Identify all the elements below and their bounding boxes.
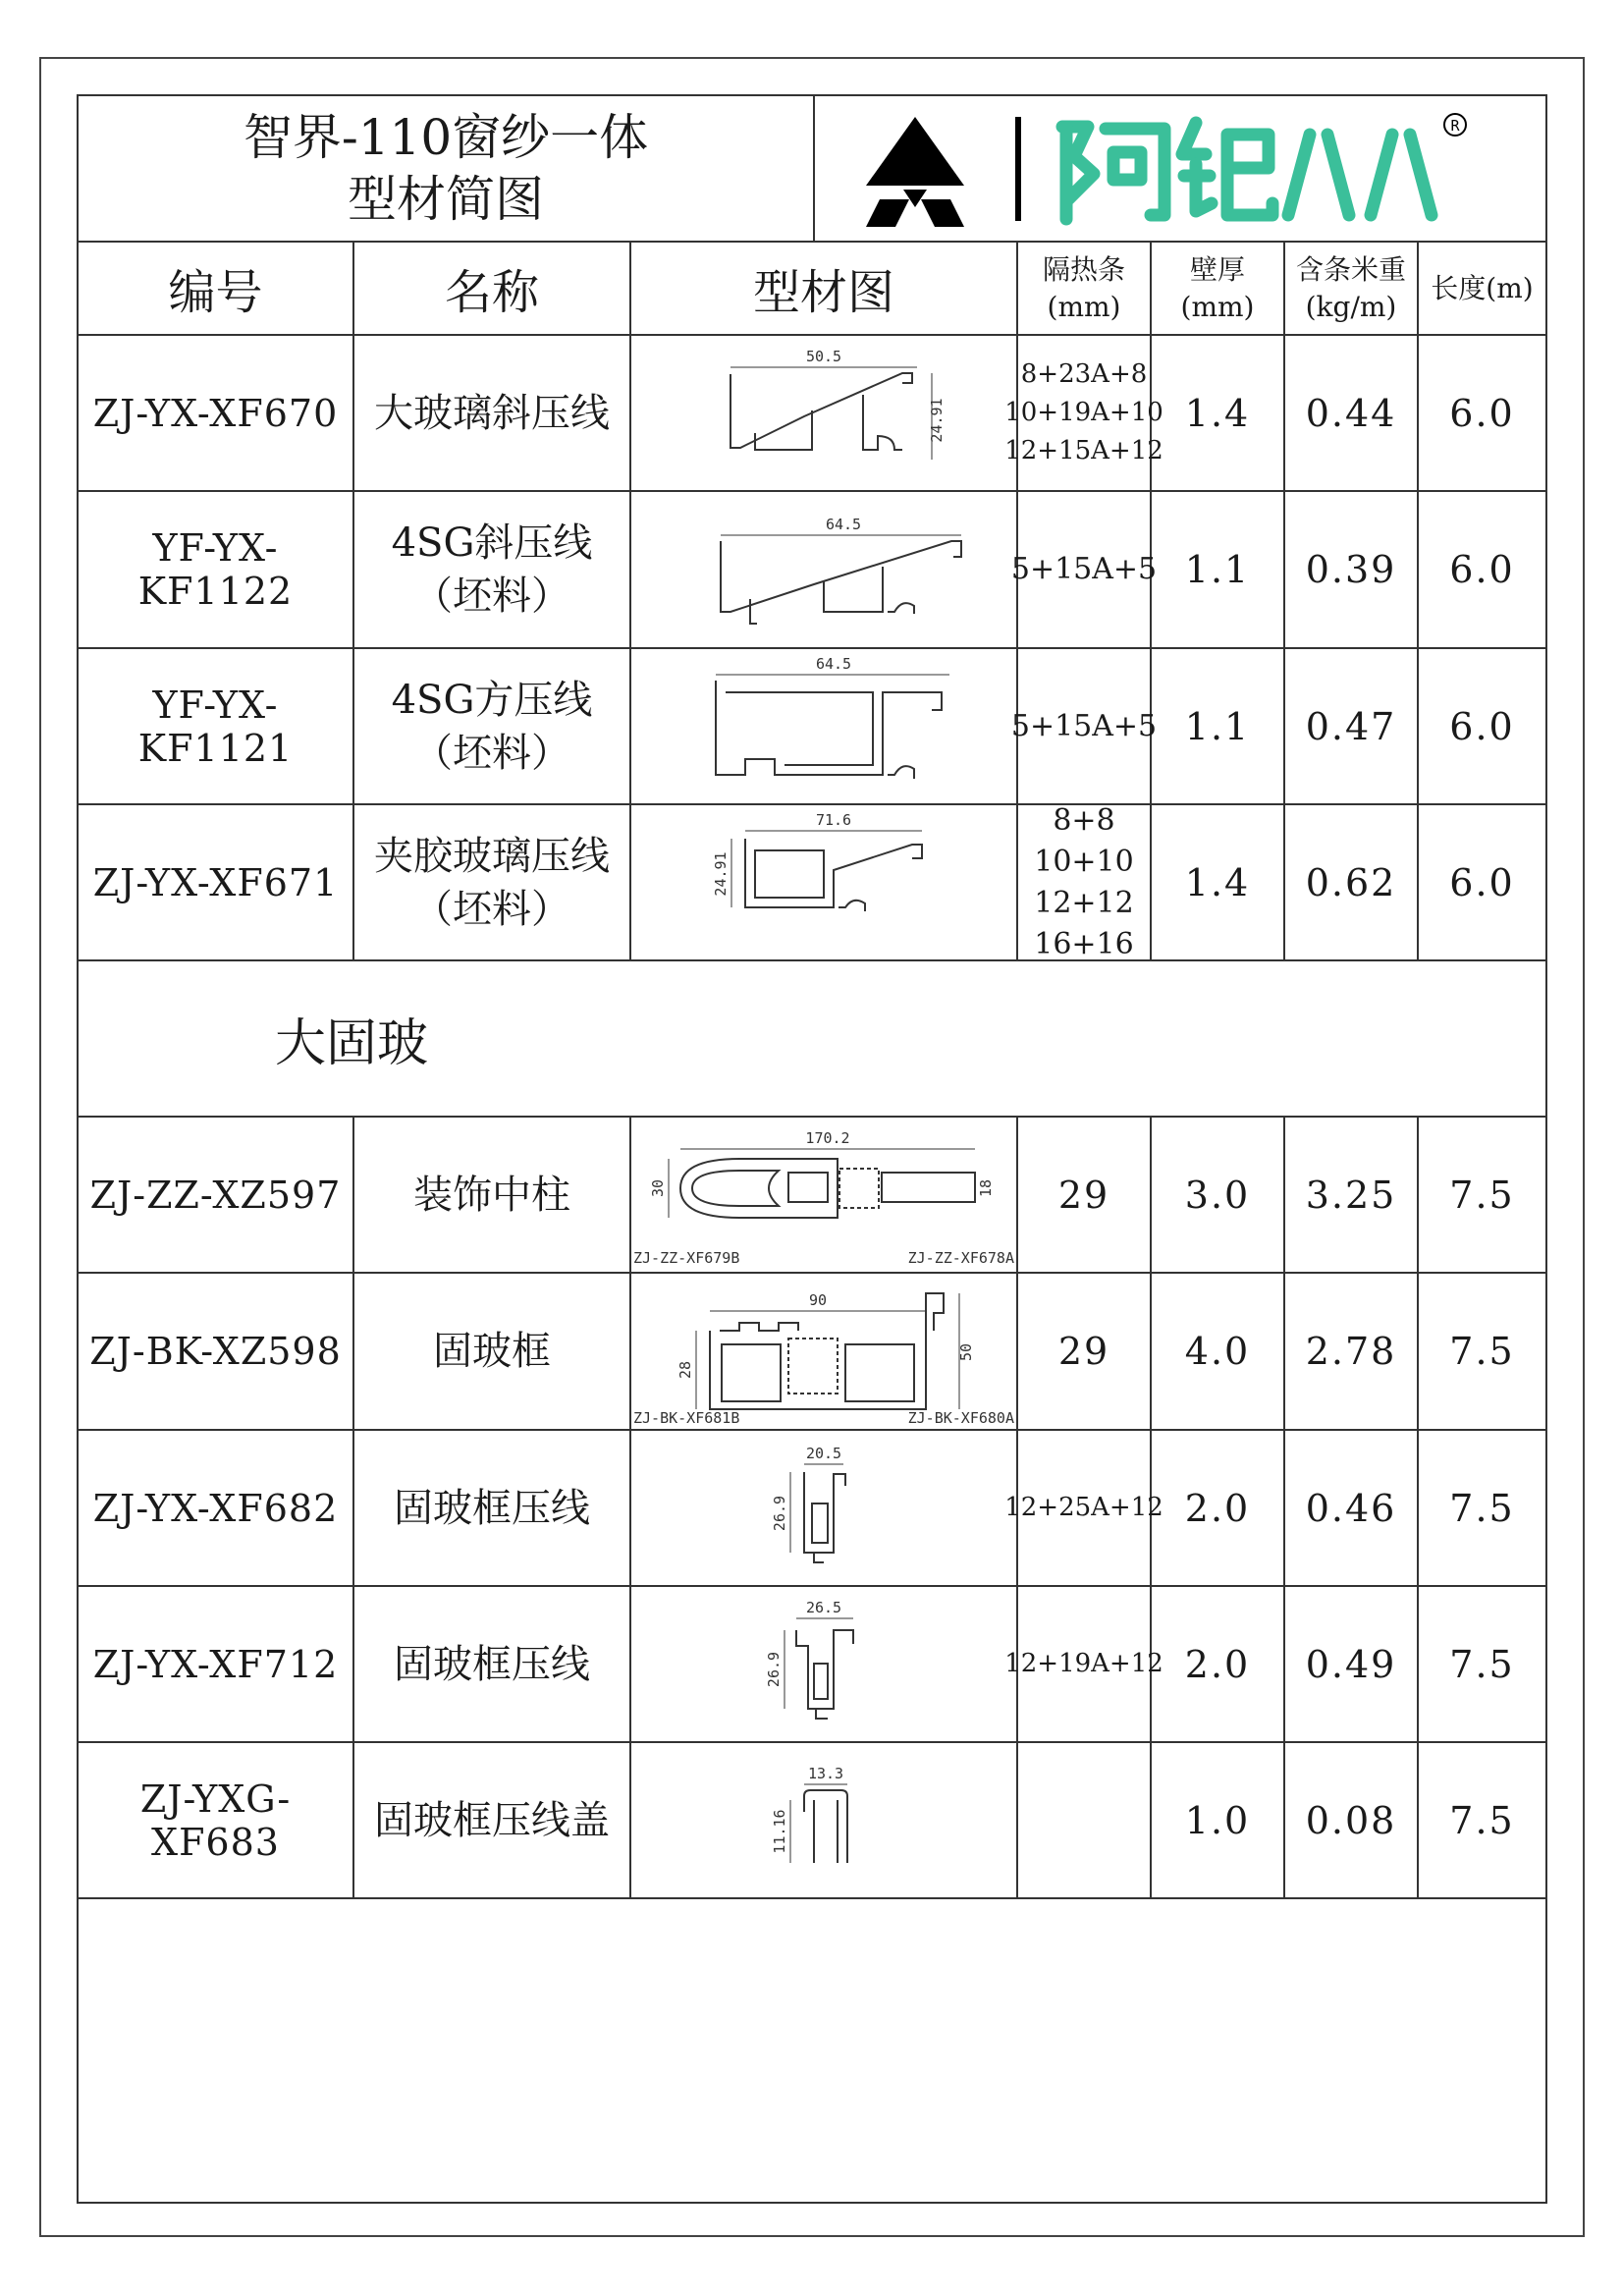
strip-cell: 12+25A+12 — [1004, 1493, 1163, 1522]
name-line: 大玻璃斜压线 — [374, 390, 610, 436]
profile-drawing — [631, 492, 1016, 647]
weight-cell: 2.78 — [1305, 1330, 1397, 1373]
thickness-cell: 1.0 — [1184, 1798, 1251, 1842]
row-code: ZJ-BK-XZ598 — [89, 1330, 342, 1373]
profile-drawing — [631, 1743, 1016, 1897]
strip-value: 8+8 — [1053, 802, 1115, 838]
row-name: 固玻框压线盖 — [374, 1797, 610, 1843]
weight-cell: 3.25 — [1305, 1173, 1397, 1217]
part-label: ZJ-BK-XF681B — [633, 1409, 740, 1427]
part-label: ZJ-ZZ-XF679B — [633, 1249, 740, 1267]
dim-label: 28 — [676, 1360, 694, 1380]
length-cell: 7.5 — [1449, 1486, 1515, 1530]
part-label: ZJ-BK-XF680A — [907, 1409, 1014, 1427]
dim-label: 50 — [957, 1342, 975, 1362]
length-cell: 7.5 — [1449, 1173, 1515, 1217]
dim-label: 26.5 — [805, 1598, 842, 1616]
weight-cell: 0.08 — [1305, 1798, 1397, 1842]
title-line-1: 智界-110窗纱一体 — [243, 109, 649, 166]
col-header-strip — [1018, 243, 1150, 334]
name-line: 4SG斜压线 — [391, 520, 593, 566]
row-name: 固玻框 — [433, 1329, 551, 1374]
name-line: 4SG方压线 — [391, 677, 593, 723]
row-name: 固玻框压线 — [394, 1641, 590, 1687]
weight-cell: 0.44 — [1305, 391, 1397, 435]
weight-cell: 0.62 — [1305, 860, 1397, 904]
col-header-code: 编号 — [168, 265, 263, 320]
grid-line — [77, 1897, 1547, 1899]
row-code: ZJ-YX-XF671 — [92, 860, 339, 904]
logo-mark-icon — [866, 105, 1494, 233]
weight-label: 含条米重 — [1295, 252, 1406, 286]
row-name: 固玻框压线 — [394, 1485, 590, 1531]
dim-label: 71.6 — [815, 810, 852, 829]
thickness-cell: 1.4 — [1184, 391, 1251, 435]
strip-cell: 5+15A+5 — [1010, 552, 1158, 586]
strip-label: 隔热条 — [1042, 252, 1125, 286]
thickness-cell: 1.4 — [1184, 860, 1251, 904]
brand-logo — [815, 96, 1545, 241]
profile-drawing — [631, 336, 1016, 490]
weight-cell: 0.49 — [1305, 1642, 1397, 1686]
strip-unit: (mm) — [1047, 290, 1121, 323]
weight-cell: 0.46 — [1305, 1486, 1397, 1530]
row-name — [354, 492, 629, 647]
profile-drawing — [631, 1431, 1016, 1585]
profile-drawing — [631, 1587, 1016, 1741]
dim-label: 24.91 — [928, 397, 946, 443]
dim-label: 18 — [977, 1178, 995, 1198]
name-line: （坯料） — [413, 730, 570, 776]
dim-label: 90 — [808, 1291, 828, 1309]
weight-cell: 0.47 — [1305, 704, 1397, 748]
page-title — [79, 96, 813, 241]
length-cell: 7.5 — [1449, 1642, 1515, 1686]
dim-label: 50.5 — [805, 347, 842, 365]
weight-unit: (kg/m) — [1305, 290, 1397, 323]
thickness-cell: 1.1 — [1184, 548, 1251, 591]
name-line: （坯料） — [413, 886, 570, 932]
name-line: （坯料） — [413, 574, 570, 619]
row-name — [354, 805, 629, 959]
strip-value: 12+15A+12 — [1004, 436, 1163, 465]
dim-label: 11.16 — [771, 1808, 788, 1854]
strip-value: 12+12 — [1034, 885, 1134, 920]
name-line: 夹胶玻璃压线 — [374, 833, 610, 879]
dim-label: 24.91 — [712, 850, 730, 897]
profile-drawing — [631, 1118, 1016, 1272]
profile-drawing — [631, 649, 1016, 803]
strip-value: 10+19A+10 — [1004, 398, 1163, 427]
strip-cell — [1004, 336, 1163, 490]
length-cell: 6.0 — [1449, 860, 1515, 904]
length-cell: 6.0 — [1449, 704, 1515, 748]
strip-cell — [1018, 1743, 1150, 1897]
thickness-cell: 2.0 — [1184, 1486, 1251, 1530]
dim-label: 13.3 — [807, 1764, 844, 1782]
col-header-drawing: 型材图 — [752, 265, 894, 320]
length-cell: 6.0 — [1449, 548, 1515, 591]
svg-text:R: R — [1450, 116, 1460, 135]
dim-label: 64.5 — [815, 654, 852, 673]
row-code: ZJ-YX-XF682 — [92, 1486, 339, 1530]
part-label: ZJ-ZZ-XF678A — [907, 1249, 1014, 1267]
dim-label: 26.9 — [765, 1651, 783, 1687]
row-name — [354, 336, 629, 490]
length-cell: 6.0 — [1449, 391, 1515, 435]
weight-cell: 0.39 — [1305, 548, 1397, 591]
strip-cell: 29 — [1057, 1330, 1110, 1373]
row-name — [354, 649, 629, 803]
profile-drawing — [631, 805, 1016, 959]
thickness-cell: 3.0 — [1184, 1173, 1251, 1217]
thickness-cell: 2.0 — [1184, 1642, 1251, 1686]
col-header-thickness — [1152, 243, 1283, 334]
profile-drawing — [631, 1274, 1016, 1429]
length-cell: 7.5 — [1449, 1798, 1515, 1842]
strip-value: 8+23A+8 — [1020, 359, 1148, 389]
title-line-2: 型材简图 — [348, 170, 544, 228]
strip-cell: 12+19A+12 — [1004, 1649, 1163, 1678]
length-cell: 7.5 — [1449, 1330, 1515, 1373]
dim-label: 26.9 — [771, 1495, 788, 1531]
strip-cell — [1018, 802, 1150, 961]
dim-label: 30 — [649, 1178, 667, 1198]
dim-label: 64.5 — [825, 516, 862, 533]
row-code: ZJ-YX-XF712 — [92, 1642, 339, 1686]
thickness-label: 壁厚 — [1189, 252, 1245, 286]
section-title: 大固玻 — [275, 1014, 429, 1073]
thickness-unit: (mm) — [1180, 290, 1255, 323]
row-name: 装饰中柱 — [413, 1172, 570, 1218]
strip-value: 10+10 — [1034, 844, 1134, 879]
row-code: ZJ-YXG-XF683 — [139, 1777, 292, 1864]
dim-label: 20.5 — [805, 1444, 842, 1462]
row-code: ZJ-YX-XF670 — [92, 391, 339, 435]
strip-value: 16+16 — [1034, 926, 1134, 961]
grid-line — [77, 959, 1547, 961]
col-header-name: 名称 — [444, 265, 539, 320]
row-code: ZJ-ZZ-XZ597 — [89, 1173, 342, 1217]
thickness-cell: 4.0 — [1184, 1330, 1251, 1373]
dim-label: 170.2 — [805, 1129, 850, 1147]
strip-cell: 29 — [1057, 1173, 1110, 1217]
row-code: YF-YX-KF1122 — [137, 526, 294, 613]
thickness-cell: 1.1 — [1184, 704, 1251, 748]
col-header-length: 长度(m) — [1431, 271, 1534, 304]
strip-cell: 5+15A+5 — [1010, 708, 1158, 743]
row-code: YF-YX-KF1121 — [137, 683, 294, 770]
col-header-weight — [1285, 243, 1417, 334]
